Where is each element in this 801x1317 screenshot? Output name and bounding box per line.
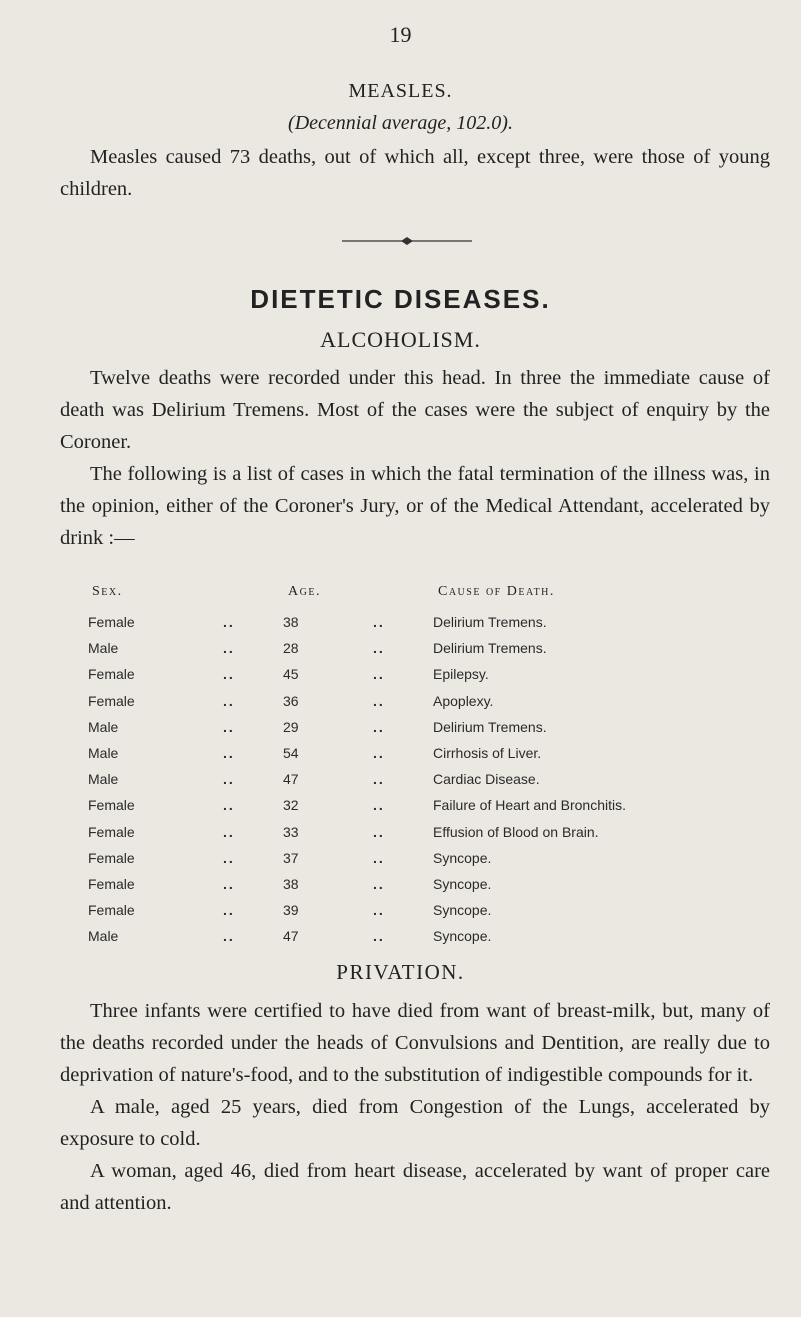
age-cell: 47 xyxy=(283,771,299,788)
leader-dots: .. xyxy=(373,640,385,657)
age-cell: 37 xyxy=(283,849,299,866)
leader-dots: .. xyxy=(223,902,235,919)
sex-cell: Female xyxy=(88,614,135,631)
cause-cell: Cirrhosis of Liver. xyxy=(433,745,542,762)
measles-heading: MEASLES. xyxy=(348,80,453,102)
leader-dots: .. xyxy=(373,849,385,866)
age-cell: 32 xyxy=(283,797,299,814)
age-cell: 33 xyxy=(283,823,299,840)
cause-cell: Delirium Tremens. xyxy=(433,718,547,735)
cause-cell: Epilepsy. xyxy=(433,666,489,683)
age-cell: 45 xyxy=(283,666,299,683)
column-header-age: Age. xyxy=(288,584,321,599)
cause-cell: Delirium Tremens. xyxy=(433,614,547,631)
leader-dots: .. xyxy=(373,718,385,735)
leader-dots: .. xyxy=(223,666,235,683)
age-cell: 36 xyxy=(283,692,299,709)
measles-paragraph xyxy=(60,141,770,205)
privation-paragraph-1: Three infants were certified to have died from want of breast-milk, but, many of the deaths recorded under the heads of Convulsions and Dentition, are really due to deprivation of nature's-food, and to the substitution of indigestible compounds for it. xyxy=(60,1000,770,1086)
age-cell: 54 xyxy=(283,745,299,762)
age-cell: 39 xyxy=(283,902,299,919)
leader-dots: .. xyxy=(223,797,235,814)
leader-dots: .. xyxy=(373,797,385,814)
sex-cell: Female xyxy=(88,875,135,892)
age-cell: 47 xyxy=(283,928,299,945)
privation-heading: PRIVATION. xyxy=(336,960,465,984)
cause-cell: Failure of Heart and Bronchitis. xyxy=(433,797,626,814)
age-cell: 29 xyxy=(283,718,299,735)
leader-dots: .. xyxy=(223,849,235,866)
sex-cell: Female xyxy=(88,902,135,919)
leader-dots: .. xyxy=(223,718,235,735)
page-number: 19 xyxy=(389,22,412,47)
table-row xyxy=(88,792,773,818)
table-row xyxy=(88,897,773,923)
sex-cell: Female xyxy=(88,666,135,683)
leader-dots: .. xyxy=(373,875,385,892)
leader-dots: .. xyxy=(373,692,385,709)
alcohol-cases-table xyxy=(88,609,773,949)
table-row xyxy=(88,923,773,949)
privation-paragraph-2: A male, aged 25 years, died from Congestion of the Lungs, accelerated by exposure to cold. xyxy=(60,1096,770,1150)
leader-dots: .. xyxy=(223,640,235,657)
column-header-cause: Cause of Death. xyxy=(438,584,555,599)
leader-dots: .. xyxy=(373,745,385,762)
sex-cell: Female xyxy=(88,797,135,814)
sex-cell: Female xyxy=(88,823,135,840)
sex-cell: Male xyxy=(88,928,119,945)
sex-cell: Male xyxy=(88,718,119,735)
leader-dots: .. xyxy=(223,745,235,762)
leader-dots: .. xyxy=(373,928,385,945)
age-cell: 38 xyxy=(283,875,299,892)
privation-text xyxy=(60,995,770,1219)
alcoholism-paragraph-2: The following is a list of cases in which the fatal termination of the illness was, in the opinion, either of the Coroner's Jury, or of the Medical Attendant, accelerated by drink :— xyxy=(60,463,770,549)
leader-dots: .. xyxy=(223,614,235,631)
cause-cell: Syncope. xyxy=(433,875,492,892)
age-cell: 28 xyxy=(283,640,299,657)
section-divider xyxy=(342,237,472,245)
cause-cell: Apoplexy. xyxy=(433,692,494,709)
sex-cell: Female xyxy=(88,692,135,709)
table-row xyxy=(88,740,773,766)
table-row xyxy=(88,766,773,792)
cause-cell: Syncope. xyxy=(433,849,492,866)
leader-dots: .. xyxy=(373,614,385,631)
cause-cell: Effusion of Blood on Brain. xyxy=(433,823,599,840)
table-row xyxy=(88,714,773,740)
leader-dots: .. xyxy=(223,823,235,840)
sex-cell: Male xyxy=(88,745,119,762)
alcoholism-text xyxy=(60,362,770,554)
leader-dots: .. xyxy=(223,875,235,892)
table-row xyxy=(88,661,773,687)
leader-dots: .. xyxy=(373,902,385,919)
privation-paragraph-3: A woman, aged 46, died from heart disease, accelerated by want of proper care and attention. xyxy=(60,1160,770,1214)
table-row xyxy=(88,688,773,714)
cause-cell: Syncope. xyxy=(433,902,492,919)
leader-dots: .. xyxy=(223,771,235,788)
table-row xyxy=(88,871,773,897)
sex-cell: Male xyxy=(88,771,119,788)
sex-cell: Female xyxy=(88,849,135,866)
alcoholism-paragraph-1: Twelve deaths were recorded under this head. In three the immediate cause of death was Delirium Tremens. Most of the cases were the subject of enquiry by the Coroner. xyxy=(60,367,770,453)
leader-dots: .. xyxy=(373,771,385,788)
leader-dots: .. xyxy=(223,692,235,709)
measles-subheading: (Decennial average, 102.0). xyxy=(288,112,513,134)
table-row xyxy=(88,635,773,661)
cause-cell: Syncope. xyxy=(433,928,492,945)
dietetic-diseases-heading: DIETETIC DISEASES. xyxy=(250,284,551,314)
age-cell: 38 xyxy=(283,614,299,631)
leader-dots: .. xyxy=(373,823,385,840)
alcoholism-heading: ALCOHOLISM. xyxy=(320,327,481,352)
alcohol-cases-table-body xyxy=(88,609,773,949)
measles-text: Measles caused 73 deaths, out of which all, except three, were those of young children. xyxy=(60,146,770,200)
sex-cell: Male xyxy=(88,640,119,657)
table-row xyxy=(88,609,773,635)
cause-cell: Delirium Tremens. xyxy=(433,640,547,657)
table-row xyxy=(88,845,773,871)
leader-dots: .. xyxy=(373,666,385,683)
cause-cell: Cardiac Disease. xyxy=(433,771,540,788)
leader-dots: .. xyxy=(223,928,235,945)
table-row xyxy=(88,819,773,845)
column-header-sex: Sex. xyxy=(92,584,123,599)
